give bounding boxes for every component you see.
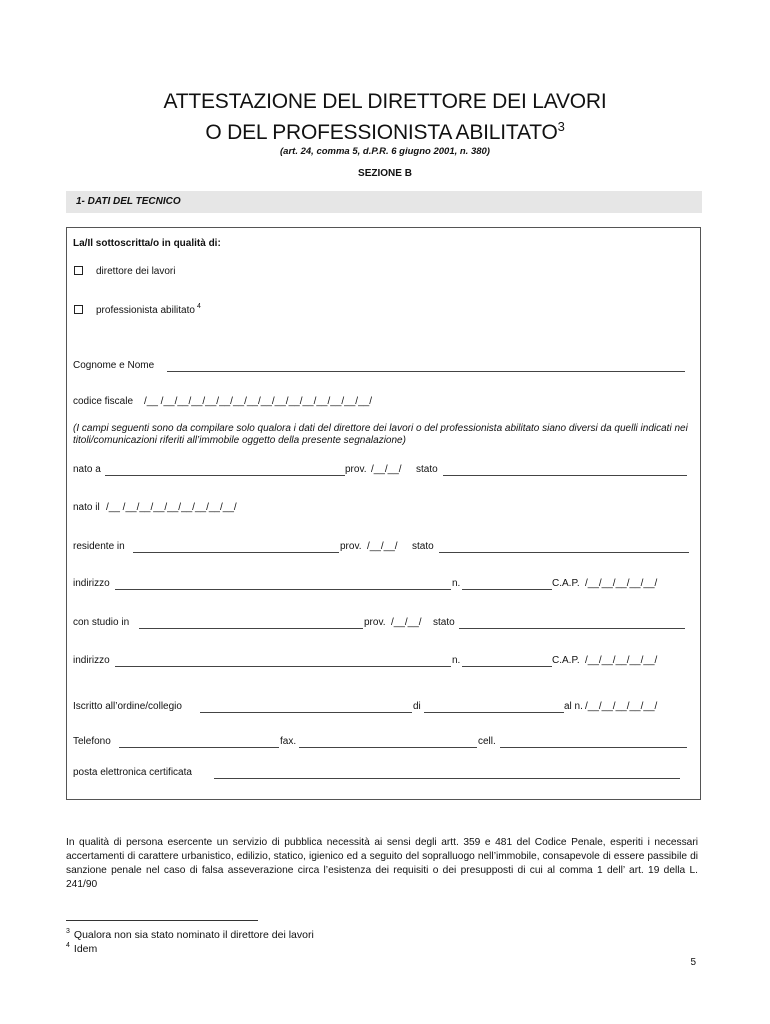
iscritto-di-label: di: [413, 701, 421, 712]
footnote-4-num: 4: [66, 942, 70, 949]
cap-residenza-field[interactable]: /__/__/__/__/__/: [585, 578, 658, 589]
document-title-line1: ATTESTAZIONE DEL DIRETTORE DEI LAVORI: [163, 90, 607, 113]
indirizzo-studio-field[interactable]: [115, 666, 451, 667]
declaration-paragraph: In qualità di persona esercente un servizio di pubblica necessità ai sensi degli artt. 359 e 481 del Codice Penale, esperiti i necessari accertamenti di carattere urbanistico, edilizio, statico, igienico ed a seguito del sopralluogo nell’immobile, consapevole di essere passibile di sanzione penale nel caso di falsa asseverazione circa l’esistenza dei requisiti o dei presupposti di cui al comma 1 dell’ art. 19 della L. 241/90: [66, 837, 698, 890]
title-footnote-ref: 3: [557, 119, 565, 134]
con-studio-in-label: con studio in: [73, 617, 130, 628]
checkbox-direttore-lavori[interactable]: [74, 266, 83, 275]
footnote-separator: [66, 920, 258, 921]
option-direttore-label: direttore dei lavori: [96, 266, 176, 277]
option-professionista-abilitato[interactable]: [74, 303, 201, 316]
footnote-4-text: Idem: [73, 943, 98, 955]
residente-prov-field[interactable]: /__/__/: [367, 541, 398, 552]
option-professionista-footnote-ref: 4: [196, 303, 201, 310]
residente-stato-label: stato: [412, 541, 434, 552]
option-direttore-lavori[interactable]: [74, 266, 175, 277]
document-title-line2: [0, 119, 770, 145]
footnote-3-num: 3: [66, 928, 70, 935]
residente-in-label: residente in: [73, 541, 125, 552]
residente-prov-label: prov.: [340, 541, 362, 552]
nato-a-label: nato a: [73, 464, 101, 475]
checkbox-professionista-abilitato[interactable]: [74, 305, 83, 314]
cell-label: cell.: [478, 736, 496, 747]
iscritto-ordine-label: Iscritto all’ordine/collegio: [73, 701, 182, 712]
nato-il-field[interactable]: /__ /__/__/__/__/__/__/__/__/: [106, 502, 237, 513]
option-professionista-label: professionista abilitato: [96, 305, 195, 316]
footnote-4: [66, 942, 97, 955]
numero-studio-label: n.: [452, 655, 461, 666]
cognome-nome-field[interactable]: [167, 371, 685, 372]
nato-stato-field[interactable]: [443, 475, 687, 476]
form-intro: La/Il sottoscritta/o in qualità di:: [73, 238, 221, 249]
codice-fiscale-field[interactable]: /__ /__/__/__/__/__/__/__/__/__/__/__/__/__/__/__/: [144, 396, 372, 407]
studio-prov-label: prov.: [364, 617, 386, 628]
iscritto-di-field[interactable]: [424, 712, 564, 713]
numero-residenza-label: n.: [452, 578, 461, 589]
iscritto-al-n-field[interactable]: /__/__/__/__/__/: [585, 701, 658, 712]
codice-fiscale-label: codice fiscale: [73, 396, 134, 407]
pec-label: posta elettronica certificata: [73, 767, 192, 778]
section-header-label: 1- DATI DEL TECNICO: [76, 196, 181, 207]
nato-stato-label: stato: [416, 464, 438, 475]
studio-stato-label: stato: [433, 617, 455, 628]
cell-field[interactable]: [500, 747, 687, 748]
fax-label: fax.: [280, 736, 297, 747]
telefono-field[interactable]: [119, 747, 279, 748]
iscritto-ordine-field[interactable]: [200, 712, 412, 713]
nato-a-field[interactable]: [105, 475, 345, 476]
telefono-label: Telefono: [73, 736, 111, 747]
iscritto-al-n-label: al n.: [564, 701, 583, 712]
page-number: 5: [690, 957, 696, 968]
section-header-bar: [66, 191, 702, 213]
residente-in-field[interactable]: [133, 552, 339, 553]
optional-fields-note: (I campi seguenti sono da compilare solo qualora i dati del direttore dei lavori o del professionista abilitato siano diversi da quelli indicati nei titoli/comunicazioni riferiti all’immobile oggetto della presente segnalazione): [73, 423, 688, 446]
numero-residenza-field[interactable]: [462, 589, 552, 590]
footnote-3: [66, 928, 314, 941]
nato-prov-field[interactable]: /__/__/: [371, 464, 402, 475]
numero-studio-field[interactable]: [462, 666, 552, 667]
studio-stato-field[interactable]: [459, 628, 685, 629]
footnote-3-text: Qualora non sia stato nominato il direttore dei lavori: [73, 929, 314, 941]
cognome-nome-label: Cognome e Nome: [73, 360, 155, 371]
indirizzo-residenza-label: indirizzo: [73, 578, 110, 589]
section-label: SEZIONE B: [358, 168, 412, 179]
pec-field[interactable]: [214, 778, 680, 779]
cap-studio-field[interactable]: /__/__/__/__/__/: [585, 655, 658, 666]
residente-stato-field[interactable]: [439, 552, 689, 553]
indirizzo-residenza-field[interactable]: [115, 589, 451, 590]
fax-field[interactable]: [299, 747, 477, 748]
cap-studio-label: C.A.P.: [552, 655, 580, 666]
title-line2-text: O DEL PROFESSIONISTA ABILITATO: [205, 121, 558, 144]
studio-prov-field[interactable]: /__/__/: [391, 617, 422, 628]
document-subtitle: (art. 24, comma 5, d.P.R. 6 giugno 2001, n. 380): [280, 146, 490, 157]
nato-il-label: nato il: [73, 502, 100, 513]
cap-residenza-label: C.A.P.: [552, 578, 580, 589]
nato-prov-label: prov.: [345, 464, 367, 475]
con-studio-in-field[interactable]: [139, 628, 363, 629]
indirizzo-studio-label: indirizzo: [73, 655, 110, 666]
